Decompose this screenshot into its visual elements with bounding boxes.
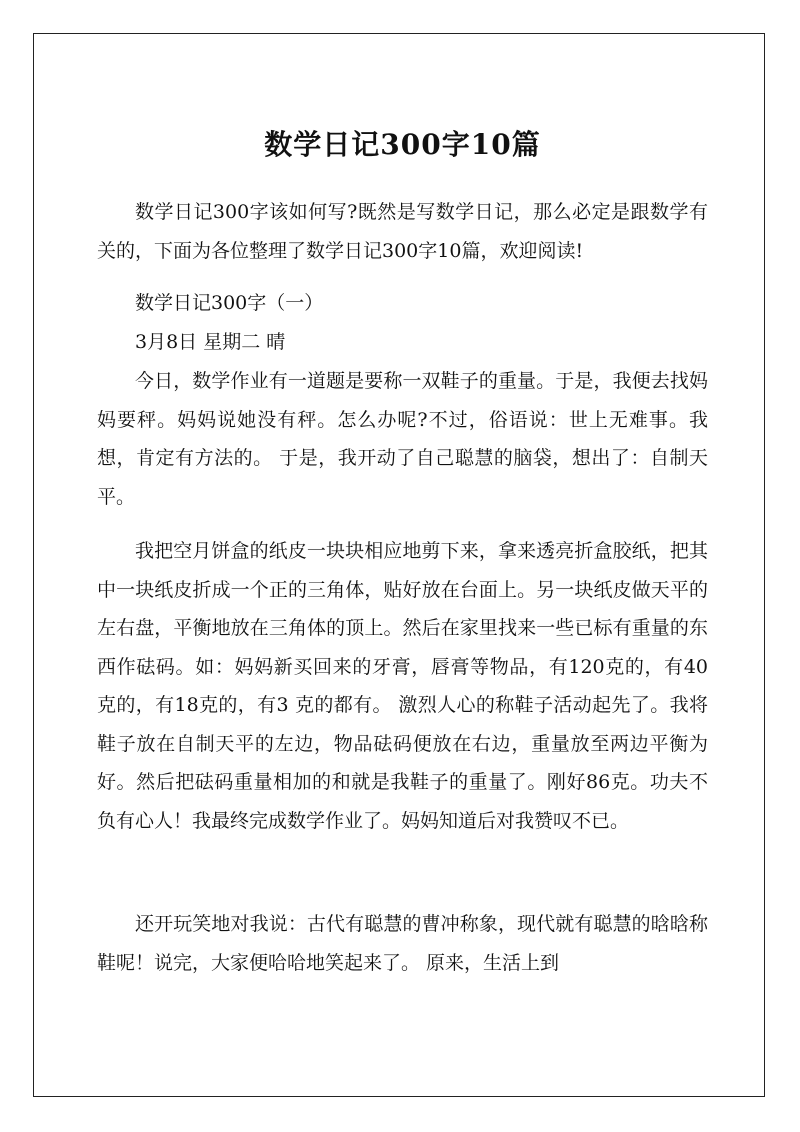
body-paragraph: 今日，数学作业有一道题是要称一双鞋子的重量。于是，我便去找妈妈要秤。妈妈说她没有秤。怎么办呢?不过，俗语说：世上无难事。我想，肯定有方法的。 于是，我开动了自己聪慧的脑袋，想出了：自制天平。 [97,370,708,508]
body-paragraph: 我把空月饼盒的纸皮一块块相应地剪下来，拿来透亮折盒胶纸，把其中一块纸皮折成一个正的三角体，贴好放在台面上。另一块纸皮做天平的左右盘，平衡地放在三角体的顶上。然后在家里找来一些已标有重量的东西作砝码。如：妈妈新买回来的牙膏，唇膏等物品，有120克的，有40克的，有18克的，有3 克的都有。 激烈人心的称鞋子活动起先了。我将鞋子放在自制天平的左边，物品砝码便放在右边，重量放至两边平衡为好。然后把砝码重量相加的和就是我鞋子的重量了。刚好86克。功夫不负有心人！我最终完成数学作业了。妈妈知道后对我赞叹不已。 [97,540,708,832]
document-title: 数学日记300字10篇 [264,128,541,161]
body-paragraph: 还开玩笑地对我说：古代有聪慧的曹冲称象，现代就有聪慧的晗晗称鞋呢！说完，大家便哈哈地笑起来了。 原来，生活上到 [97,913,708,974]
diary-date-line: 3月8日 星期二 晴 [135,331,286,353]
intro-paragraph: 数学日记300字该如何写?既然是写数学日记，那么必定是跟数学有关的，下面为各位整理了数学日记300字10篇，欢迎阅读! [97,201,708,262]
section-heading: 数学日记300字（一） [135,292,324,314]
